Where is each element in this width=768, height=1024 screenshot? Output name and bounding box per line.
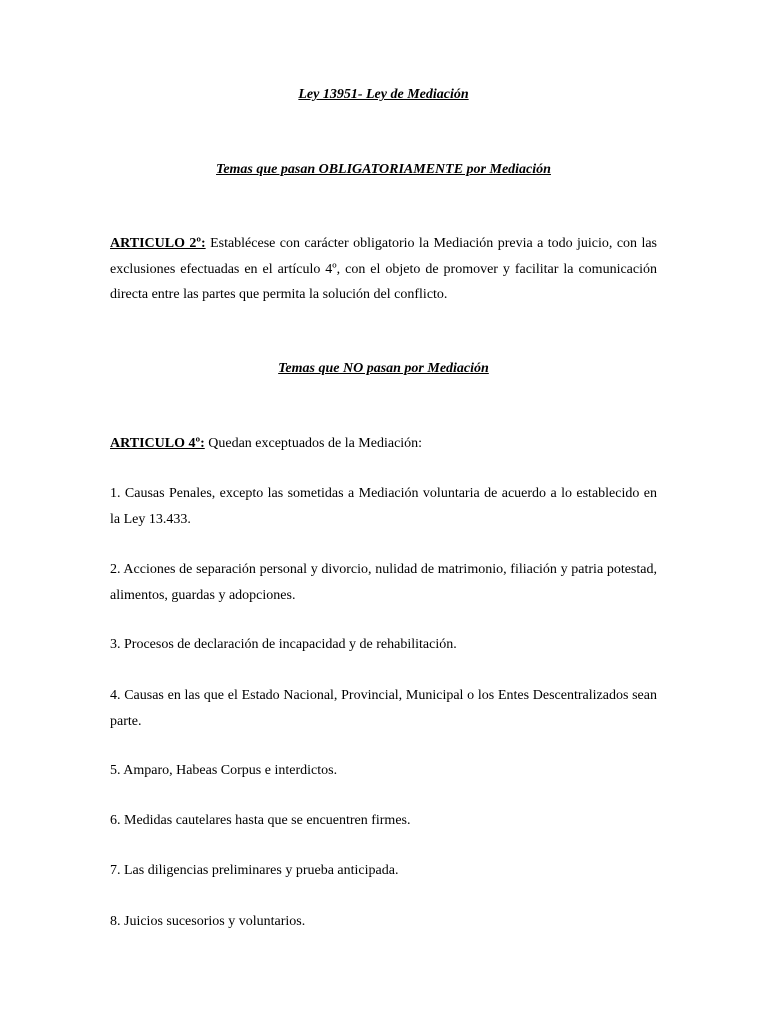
list-item: 1. Causas Penales, excepto las sometidas a Mediación voluntaria de acuerdo a lo establecido en la Ley 13.433. [110,486,657,527]
list-item: 2. Acciones de separación personal y divorcio, nulidad de matrimonio, filiación y patria potestad, alimentos, guardas y adopciones. [110,562,657,603]
article-2-text: Establécese con carácter obligatorio la Mediación previa a todo juicio, con las exclusiones efectuadas en el artículo 4º, con el objeto de promover y facilitar la comunicación directa entre las partes que permita la solución del conflicto. [110,236,657,302]
list-item: 8. Juicios sucesorios y voluntarios. [110,914,306,929]
article-4-label: ARTICULO 4º: [110,436,205,451]
section-heading-excluded: Temas que NO pasan por Mediación [278,361,489,376]
article-2-label: ARTICULO 2º: [110,236,206,251]
section-heading-mandatory: Temas que pasan OBLIGATORIAMENTE por Mediación [216,162,551,177]
article-4-paragraph [110,431,657,457]
document-title: Ley 13951- Ley de Mediación [298,87,469,102]
article-4-text: Quedan exceptuados de la Mediación: [204,436,423,451]
list-item: 7. Las diligencias preliminares y prueba anticipada. [110,863,399,878]
list-item: 3. Procesos de declaración de incapacidad y de rehabilitación. [110,637,457,652]
list-item: 5. Amparo, Habeas Corpus e interdictos. [110,763,338,778]
list-item: 6. Medidas cautelares hasta que se encuentren firmes. [110,813,411,828]
article-2-paragraph [110,231,657,308]
list-item: 4. Causas en las que el Estado Nacional, Provincial, Municipal o los Entes Descentralizados sean parte. [110,688,657,729]
